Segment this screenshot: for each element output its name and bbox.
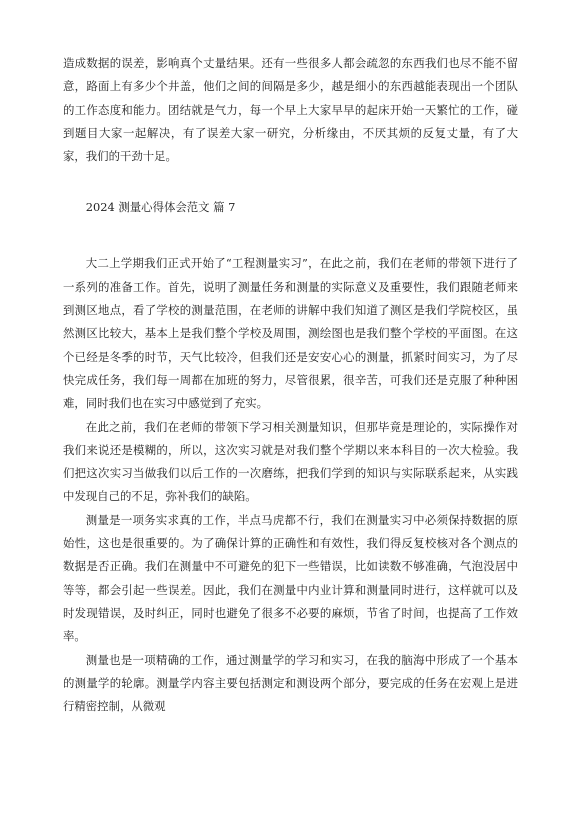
- intro-paragraph: 造成数据的误差，影响真个丈量结果。还有一些很多人都会疏忽的东西我们也尽不能不留意，路面上有多少个井盖，他们之间的间隔是多少，越是细小的东西越能表现出一个团队的工作态度和能力。团结就是气力，每一个早上大家早早的起床开始一天繁忙的工作，碰到题目大家一起解决，有了误差大家一研究，分析缘由，不厌其烦的反复丈量，有了大家，我们的干劲十足。: [63, 56, 518, 164]
- body-paragraph-3: 测量是一项务实求真的工作，半点马虎都不行，我们在测量实习中必须保持数据的原始性，这也是很重要的。为了确保计算的正确性和有效性，我们得反复校核对各个测点的数据是否正确。我们在测量中不可避免的犯下一些错误，比如读数不够准确，气泡没居中等等，都会引起一些误差。因此，我们在测量中内业计算和测量同时进行，这样就可以及时发现错误，及时纠正，同时也避免了很多不必要的麻烦，节省了时间，也提高了工作效率。: [63, 512, 518, 644]
- section-heading: 2024 测量心得体会范文 篇 7: [85, 200, 236, 215]
- body-paragraph-1: 大二上学期我们正式开始了“工程测量实习”，在此之前，我们在老师的带领下进行了一系列的准备工作。首先，说明了测量任务和测量的实际意义及重要性，我们跟随老师来到测区地点，看了学校的测量范围，在老师的讲解中我们知道了测区是我们学院校区，虽然测区比较大，基本上是我们整个学校及周围，测绘图也是我们整个学校的平面图。在这个已经是冬季的时节，天气比较冷，但我们还是安安心心的测量，抓紧时间实习，为了尽快完成任务，我们每一周都在加班的努力，尽管很累，很辛苦，可我们还是克服了种种困难，同时我们也在实习中感觉到了充实。: [63, 256, 518, 411]
- body-paragraph-4: 测量也是一项精确的工作，通过测量学的学习和实习，在我的脑海中形成了一个基本的测量学的轮廓。测量学内容主要包括测定和测设两个部分，要完成的任务在宏观上是进行精密控制，从微观: [63, 652, 518, 714]
- document-page: [63, 52, 518, 718]
- body-paragraph-2: 在此之前，我们在老师的带领下学习相关测量知识，但那毕竟是理论的，实际操作对我们来说还是模糊的，所以，这次实习就是对我们整个学期以来本科目的一次大检验。我们把这次实习当做我们以后工作的一次磨练，把我们学到的知识与实际联系起来，从实践中发现自己的不足，弥补我们的缺陷。: [63, 419, 518, 504]
- section-heading-block: [63, 197, 518, 217]
